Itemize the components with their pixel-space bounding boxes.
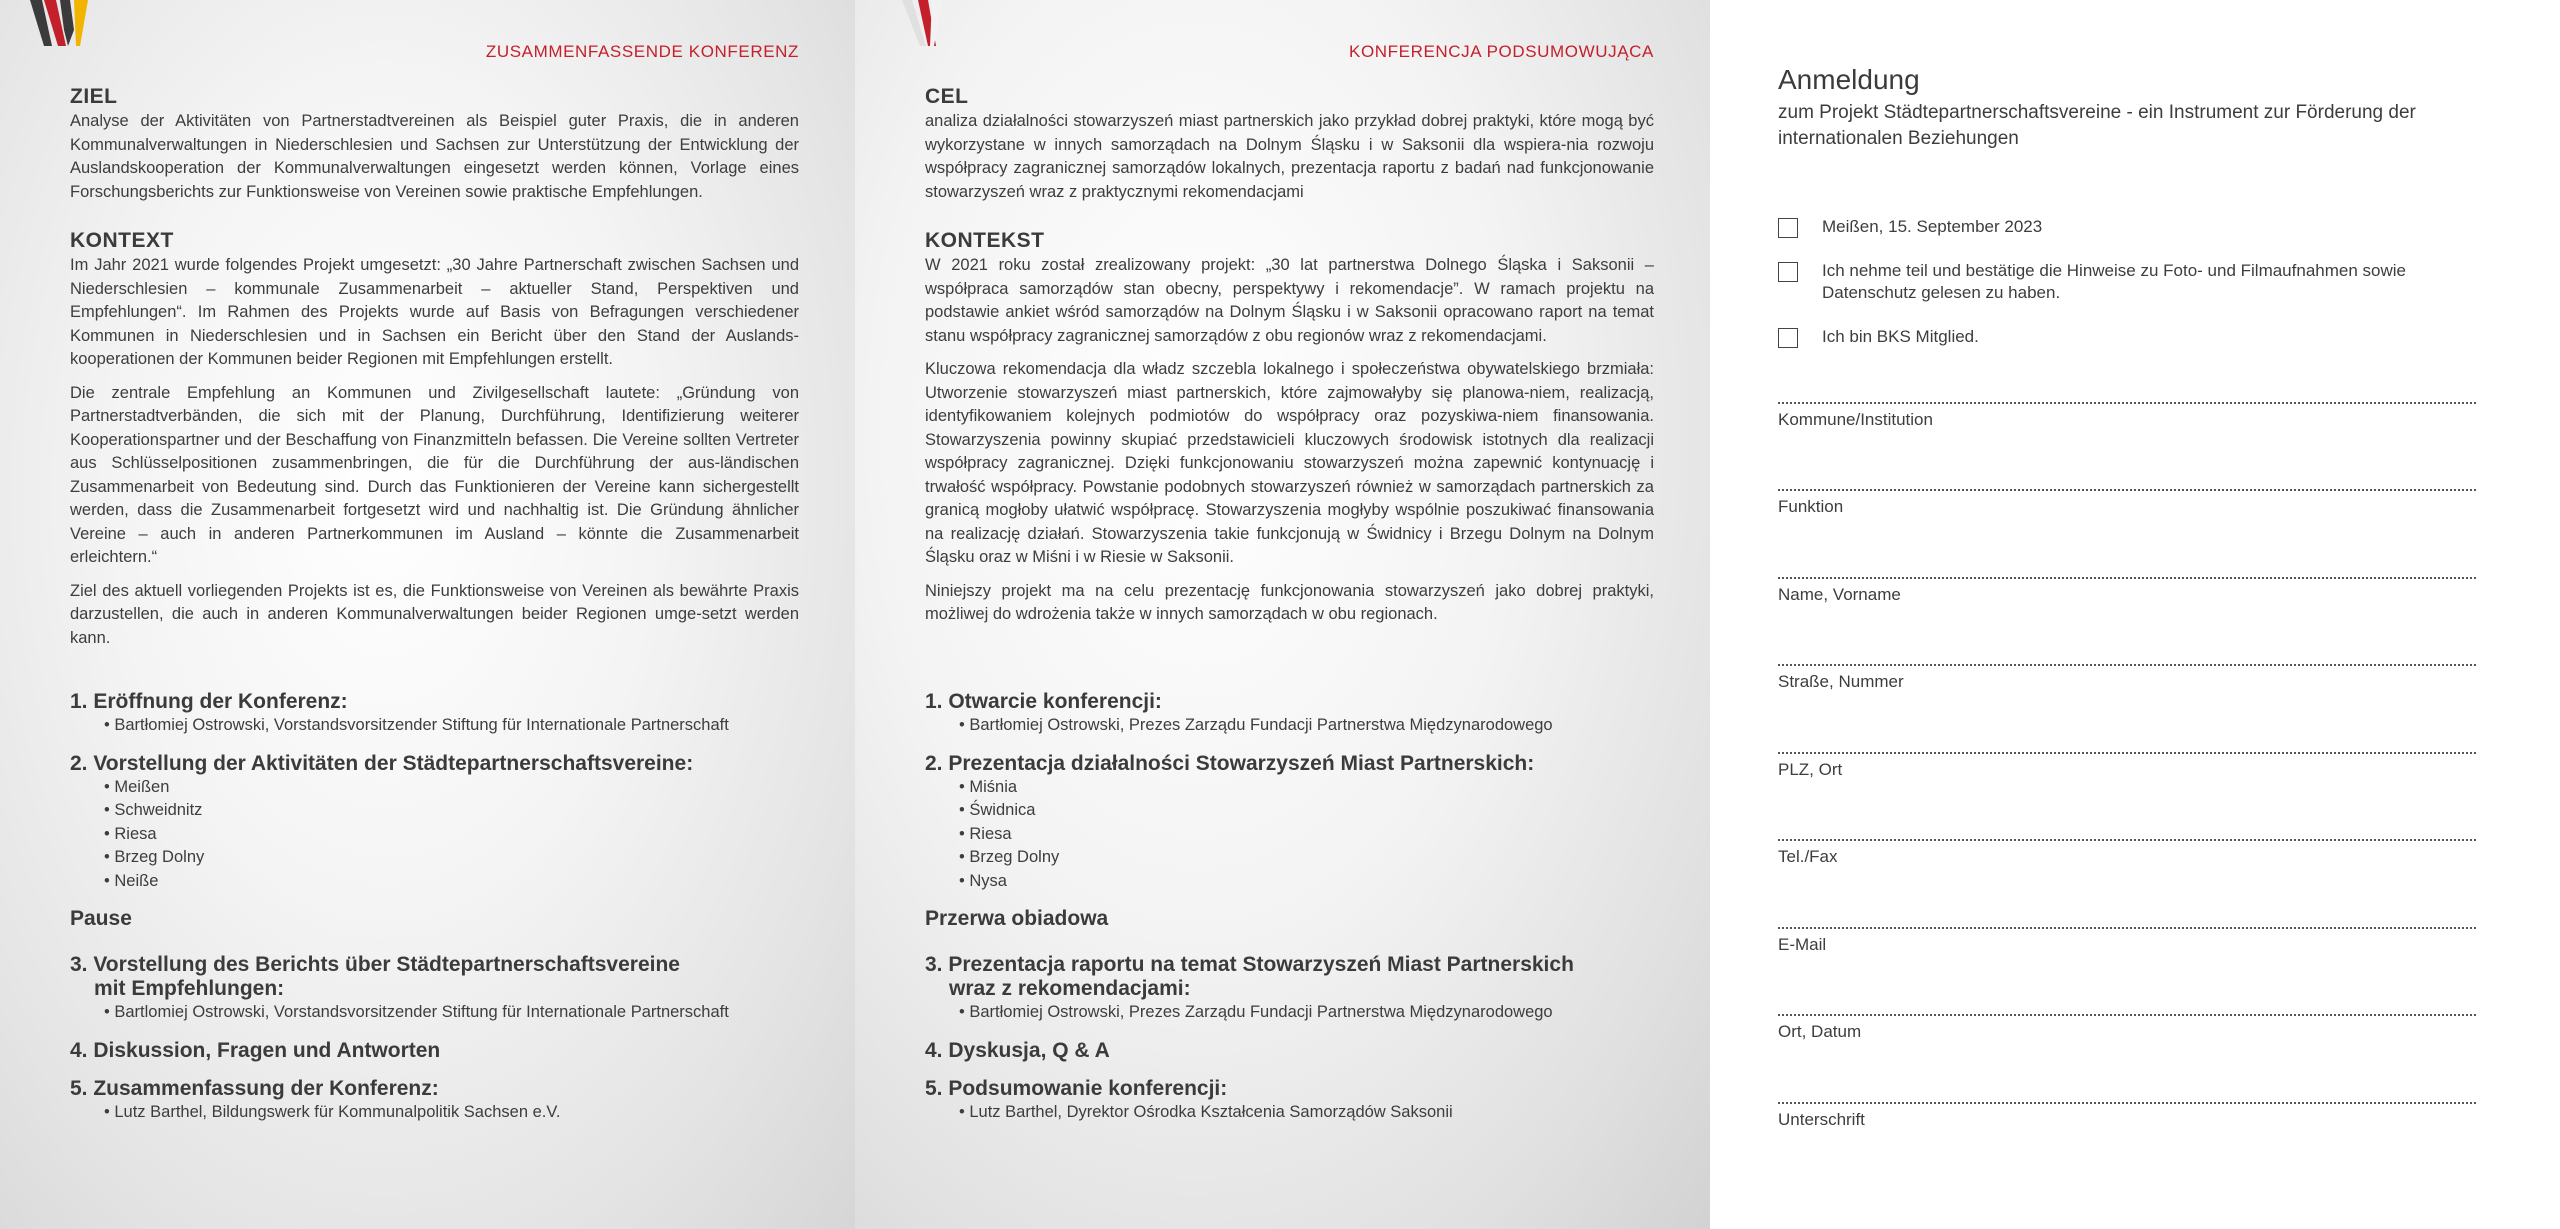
agenda-speaker: • Lutz Barthel, Dyrektor Ośrodka Kształcenia Samorządów Saksonii <box>959 1101 1670 1125</box>
checkbox-consent[interactable] <box>1778 262 1798 282</box>
field-line[interactable] <box>1778 402 2476 404</box>
cel-text: analiza działalności stowarzyszeń miast partnerskich jako przykład dobrej praktyki, które mogą być wykorzystane w innych samorządach na Dolnym Śląsku i w Saksonii dla wspiera-nia rozwoju współpracy zagranicznej samorządów lokalnych, prezentacja raportu z badań nad funkcjonowanie stowarzyszeń wraz z praktycznymi rekomendacjami <box>925 112 1654 201</box>
ziel-text: Analyse der Aktivitäten von Partnerstadtvereinen als Beispiel guter Praxis, die in anderen Kommunalverwaltungen in Niederschlesien und Sachsen zur Unterstützung der Entwicklung der Auslandskooperation der Kommunalverwaltungen eingesetzt werden können, Vorlage eines Forschungsberichts zur Funktionsweise von Vereinen sowie praktische Empfehlungen. <box>70 112 799 201</box>
agenda-item <box>925 1039 1670 1063</box>
field-line[interactable] <box>1778 489 2476 491</box>
field-line[interactable] <box>1778 752 2476 754</box>
agenda-city-list <box>925 776 1670 894</box>
agenda-item <box>70 1077 815 1125</box>
cel-heading: CEL <box>925 85 969 108</box>
field-name[interactable] <box>1778 577 2476 605</box>
german-content <box>70 84 799 660</box>
section-eyebrow: KONFERENCJA PODSUMOWUJĄCA <box>1349 42 1654 61</box>
kontext-paragraph-1: Im Jahr 2021 wurde folgendes Projekt umgesetzt: „30 Jahre Partnerschaft zwischen Sachsen und Niederschlesien – kommunale Zusammenarbeit – aktueller Stand, Perspektiven und Empfehlungen“. Im Rahmen des Projekts wurde auf Basis von Befragungen verschiedener Kommunen in Niederschlesien und in Sachsen ein Bericht über den Stand der Auslands-kooperationen der Kommunen beider Regionen mit Empfehlungen erstellt. <box>70 256 799 368</box>
agenda-speaker: • Bartlomiej Ostrowski, Vorstandsvorsitzender Stiftung für Internationale Partnerschaft <box>104 1001 815 1025</box>
polish-agenda <box>925 690 1670 1138</box>
checkbox-label: Meißen, 15. September 2023 <box>1822 217 2043 236</box>
agenda-item <box>925 1077 1670 1125</box>
section-eyebrow: ZUSAMMENFASSENDE KONFERENZ <box>485 42 799 61</box>
checkbox-row <box>1778 260 2462 304</box>
logo-mark-icon <box>898 0 968 56</box>
field-line[interactable] <box>1778 577 2476 579</box>
form-subtitle: zum Projekt Städtepartnerschaftsvereine - ein Instrument zur Förderung der internationalen Beziehungen <box>1778 102 2416 149</box>
field-place-date[interactable] <box>1778 1014 2476 1042</box>
checkbox-label: Ich bin BKS Mitglied. <box>1822 327 1979 346</box>
list-item: • Brzeg Dolny <box>959 846 1670 870</box>
field-line[interactable] <box>1778 664 2476 666</box>
field-institution[interactable] <box>1778 402 2476 430</box>
german-agenda <box>70 690 815 1138</box>
list-item: • Neiße <box>104 870 815 894</box>
agenda-title: 1. Eröffnung der Konferenz: <box>70 690 348 713</box>
field-label: PLZ, Ort <box>1778 760 1843 779</box>
agenda-speaker: • Lutz Barthel, Bildungswerk für Kommunalpolitik Sachsen e.V. <box>104 1101 815 1125</box>
field-line[interactable] <box>1778 1014 2476 1016</box>
agenda-item <box>70 953 815 1025</box>
agenda-pause: Pause <box>70 907 132 930</box>
field-phone-fax[interactable] <box>1778 839 2476 867</box>
checkbox-row <box>1778 326 2462 348</box>
list-item: • Brzeg Dolny <box>104 846 815 870</box>
list-item: • Nysa <box>959 870 1670 894</box>
agenda-item <box>925 690 1670 738</box>
field-line[interactable] <box>1778 839 2476 841</box>
agenda-title-line-2: wraz z rekomendacjami: <box>949 977 1191 1000</box>
agenda-title-line-1: 3. Prezentacja raportu na temat Stowarzyszeń Miast Partnerskich <box>925 953 1574 976</box>
agenda-title-line-1: 3. Vorstellung des Berichts über Städtepartnerschaftsvereine <box>70 953 680 976</box>
logo-mark-icon <box>30 0 100 56</box>
agenda-city-list <box>70 776 815 894</box>
kontext-paragraph-3: Ziel des aktuell vorliegenden Projekts ist es, die Funktionsweise von Vereinen als bewährte Praxis darzustellen, die auch in anderen Kommunalverwaltungen beider Regionen umge-setzt werden kann. <box>70 581 799 647</box>
field-label: Kommune/Institution <box>1778 410 1933 429</box>
field-postcode-city[interactable] <box>1778 752 2476 780</box>
agenda-speaker: • Bartłomiej Ostrowski, Prezes Zarządu Fundacji Partnerstwa Międzynarodowego <box>959 714 1670 738</box>
agenda-title: 2. Prezentacja działalności Stowarzyszeń Miast Partnerskich: <box>925 751 1535 775</box>
agenda-item <box>70 690 815 738</box>
kontekst-paragraph-2: Kluczowa rekomendacja dla władz szczebla lokalnego i społeczeństwa obywatelskiego brzmiała: Utworzenie stowarzyszeń miast partnerskich, które zajmowałyby się planowa-niem, realizacją, identyfikowaniem kolejnych podmiotów do współpracy oraz pozyskiwa-niem finansowania. Stowarzyszenia powinny skupiać przedstawicieli kluczowych środowisk istotnych dla realizacji współpracy zagranicznej. Dzięki funkcjonowaniu stowarzyszeń można zapewnić kontynuację i trwałość współpracy. Powstanie podobnych stowarzyszeń również w samorządach partnerskich za granicą mogłoby ułatwić współpracę. Stowarzyszenia mogłyby wspólnie poszukiwać finansowania na realizację działań. Stowarzyszenia takie funkcjonują w Świdnicy i Brzegu Dolnym na Dolnym Śląsku oraz w Miśni i w Riesie w Saksonii. <box>925 360 1654 566</box>
german-panel <box>0 0 855 1229</box>
polish-panel <box>855 0 1710 1229</box>
agenda-title: 5. Zusammenfassung der Konferenz: <box>70 1076 439 1100</box>
field-signature[interactable] <box>1778 1102 2476 1130</box>
field-label: Name, Vorname <box>1778 585 1901 604</box>
agenda-title: 2. Vorstellung der Aktivitäten der Städtepartnerschaftsvereine: <box>70 751 694 775</box>
kontext-heading: KONTEXT <box>70 229 174 252</box>
agenda-title: 4. Diskussion, Fragen und Antworten <box>70 1038 441 1062</box>
list-item: • Świdnica <box>959 799 1670 823</box>
field-email[interactable] <box>1778 927 2476 955</box>
list-item: • Schweidnitz <box>104 799 815 823</box>
list-item: • Riesa <box>959 823 1670 847</box>
field-label: Tel./Fax <box>1778 847 1838 866</box>
field-line[interactable] <box>1778 1102 2476 1104</box>
agenda-speaker: • Bartłomiej Ostrowski, Prezes Zarządu Fundacji Partnerstwa Międzynarodowego <box>959 1001 1670 1025</box>
list-item: • Meißen <box>104 776 815 800</box>
list-item: • Miśnia <box>959 776 1670 800</box>
field-label: Unterschrift <box>1778 1110 1865 1129</box>
agenda-title: 1. Otwarcie konferencji: <box>925 690 1162 713</box>
agenda-item <box>925 953 1670 1025</box>
agenda-item <box>925 752 1670 894</box>
agenda-pause: Przerwa obiadowa <box>925 907 1109 930</box>
field-label: Straße, Nummer <box>1778 672 1904 691</box>
agenda-item <box>70 1039 815 1063</box>
checkbox-label: Ich nehme teil und bestätige die Hinweise zu Foto- und Filmaufnahmen sowie Datenschutz gelesen zu haben. <box>1822 261 2406 302</box>
kontekst-paragraph-1: W 2021 roku został zrealizowany projekt: „30 lat partnerstwa Dolnego Śląska i Saksonii – współpraca samorządów stan obecny, perspektywy i rekomendacje”. W ramach projektu na podstawie ankiet wśród samorządów na Dolnym Śląsku i w Saksonii opracowano raport na temat stanu współpracy zagranicznej samorządów z obu regionów wraz z rekomendacjami. <box>925 256 1654 345</box>
kontekst-paragraph-3: Niniejszy projekt ma na celu prezentację funkcjonowania stowarzyszeń jako dobrej praktyki, możliwej do wdrożenia także w innych samorządach w obu regionach. <box>925 581 1654 623</box>
field-line[interactable] <box>1778 927 2476 929</box>
agenda-title: 4. Dyskusja, Q & A <box>925 1038 1110 1062</box>
field-label: Funktion <box>1778 497 1844 516</box>
checkbox-bks-member[interactable] <box>1778 328 1798 348</box>
agenda-item <box>70 752 815 894</box>
agenda-title <box>70 953 815 1001</box>
agenda-speaker: • Bartłomiej Ostrowski, Vorstandsvorsitzender Stiftung für Internationale Partnerschaft <box>104 714 815 738</box>
ziel-heading: ZIEL <box>70 85 118 108</box>
field-label: E-Mail <box>1778 935 1827 954</box>
registration-form-panel <box>1710 0 2560 1229</box>
kontekst-heading: KONTEKST <box>925 229 1045 252</box>
agenda-title: 5. Podsumowanie konferencji: <box>925 1076 1228 1100</box>
field-street[interactable] <box>1778 664 2476 692</box>
checkbox-date[interactable] <box>1778 218 1798 238</box>
field-function[interactable] <box>1778 489 2476 517</box>
checkbox-row <box>1778 216 2462 238</box>
kontext-paragraph-2: Die zentrale Empfehlung an Kommunen und Zivilgesellschaft lautete: „Gründung von Partnerstadtverbänden, die sich mit der Planung, Durchführung, Identifizierung weiterer Kooperationspartner und der Beschaffung von Finanzmitteln befassen. Die Vereine sollten Vertreter aus Schlüsselpositionen zusammenbringen, die für die Durchführung der aus-ländischen Zusammenarbeit von Bedeutung sind. Durch das Funktionieren der Vereine kann sichergestellt werden, dass die Zusammenarbeit fortgesetzt wird und nachhaltig ist. Die Gründung ähnlicher Vereine – auch in anderen Partnerkommunen im Ausland – könnte die Zusammenarbeit erleichtern.“ <box>70 383 799 566</box>
agenda-title <box>925 953 1670 1001</box>
form-title: Anmeldung <box>1778 64 1920 95</box>
agenda-title-line-2: mit Empfehlungen: <box>94 977 285 1000</box>
list-item: • Riesa <box>104 823 815 847</box>
field-label: Ort, Datum <box>1778 1022 1862 1041</box>
polish-content <box>925 84 1654 637</box>
